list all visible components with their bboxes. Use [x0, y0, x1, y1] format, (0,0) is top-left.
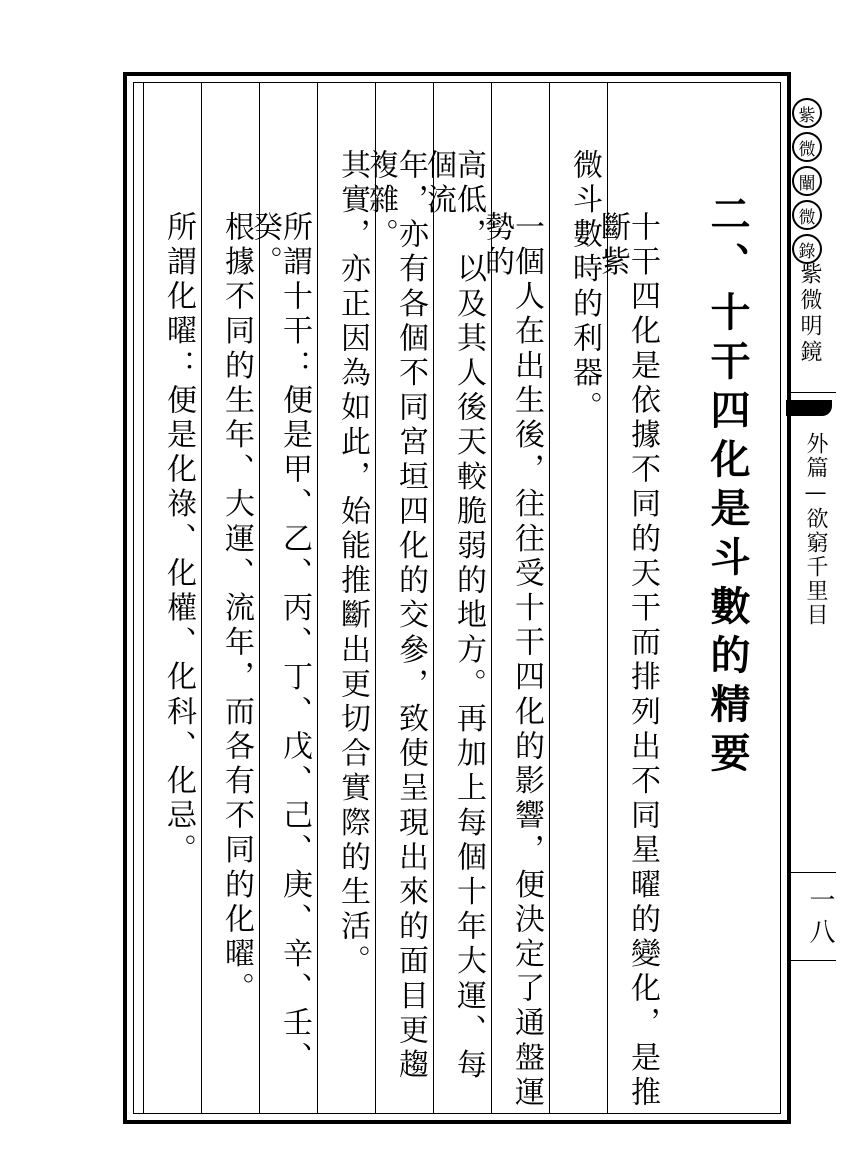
text-column-4	[421, 83, 492, 1113]
right-margin	[790, 90, 846, 1130]
series-seal	[792, 98, 828, 268]
text-column-2	[549, 83, 608, 1113]
page-frame	[123, 72, 791, 1124]
text-column-1	[595, 83, 666, 1113]
text-column-8	[201, 83, 260, 1113]
text-line: 根據不同的生年、大運、流年，而各有不同的化曜。	[219, 211, 254, 1007]
text-line: 微斗數時的利器。	[567, 149, 602, 426]
seal-char-2: 微	[792, 132, 822, 162]
divider	[790, 872, 836, 873]
page-number: 一八	[805, 886, 835, 950]
chapter-title: 二、十干四化是斗數的精要	[704, 193, 751, 781]
seal-char-1: 紫	[792, 98, 822, 128]
seal-char-4: 微	[792, 200, 822, 230]
text-line: 其實，亦正因為如此，始能推斷出更切合實際的生活。	[335, 149, 370, 980]
section-tab	[786, 400, 832, 416]
text-columns	[133, 82, 781, 1114]
seal-char-5: 錄	[792, 234, 822, 264]
chapter-title-column	[666, 83, 780, 1113]
text-line: 所謂化曜：便是化祿、化權、化科、化忌。	[161, 211, 196, 869]
text-line: 所謂十干：便是甲、乙、丙、丁、戊、己、庚、辛、壬、癸。	[247, 211, 312, 1076]
text-column-5	[363, 83, 434, 1113]
seal-char-3: 闡	[792, 166, 822, 196]
text-column-9	[143, 83, 202, 1113]
text-line: 高低，以及其人後天較脆弱的地方。再加上每個十年大運、每個流	[421, 149, 486, 1084]
text-line: 一個人在出生後，往往受十干四化的影響，便決定了通盤運勢的	[479, 211, 544, 1111]
text-column-6	[317, 83, 376, 1113]
text-line: 年，亦有各個不同宮垣四化的交參，致使呈現出來的面目更趨複雜。	[363, 149, 428, 1084]
section-label: 外篇—欲窮千里目	[803, 432, 828, 627]
divider	[790, 960, 836, 961]
text-column-7	[247, 83, 318, 1113]
text-line: 十干四化是依據不同的天干而排列出不同星曜的變化，是推斷紫	[595, 211, 660, 1111]
book-title: 紫微明鏡	[797, 262, 822, 366]
divider	[790, 392, 836, 393]
text-column-3	[479, 83, 550, 1113]
